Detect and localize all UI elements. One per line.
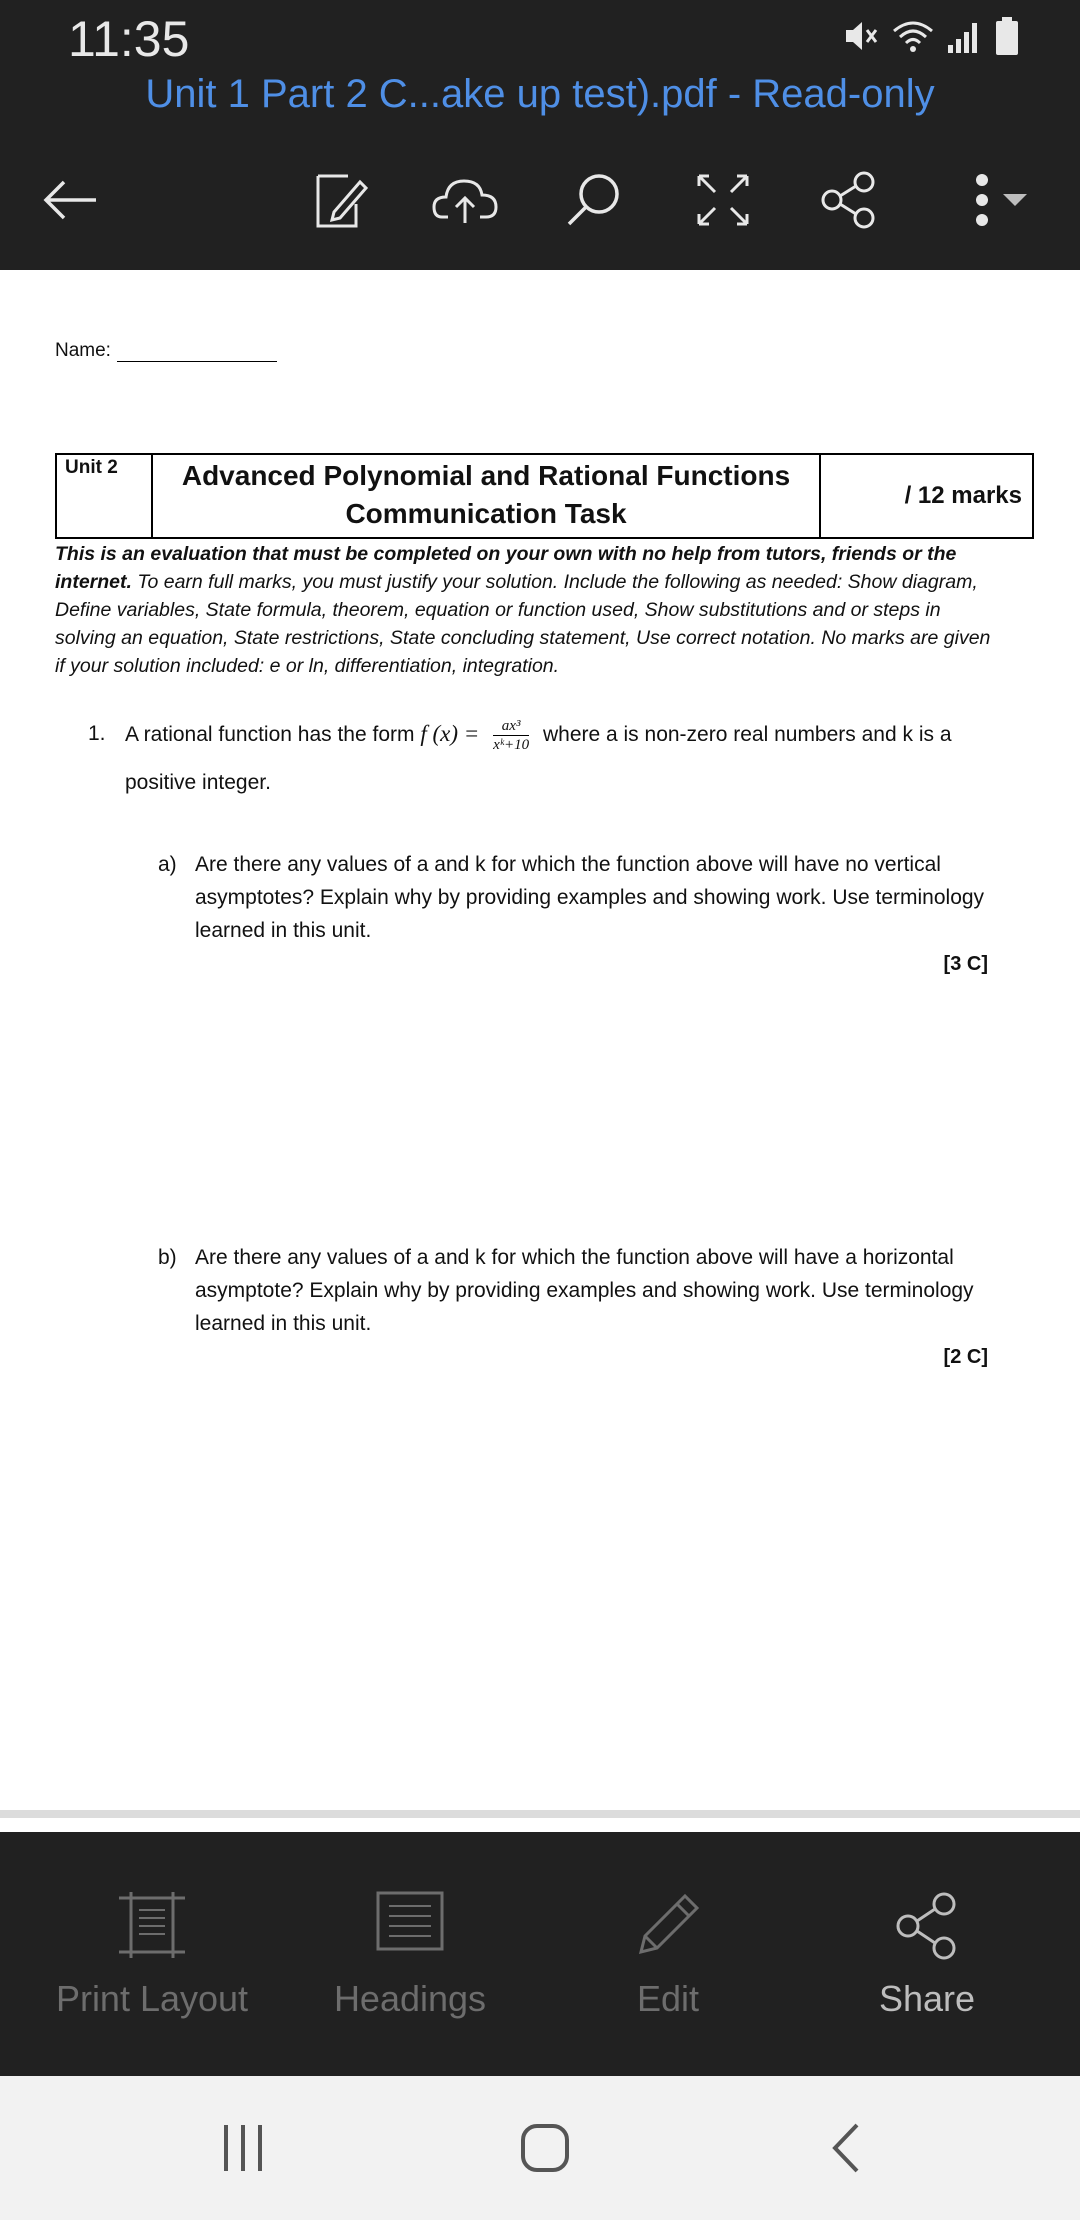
recent-apps-button[interactable] xyxy=(203,2118,283,2178)
instructions-bold: This is an evaluation that must be completed on your own with no help from tutors, friends or the internet. xyxy=(55,543,957,593)
share-icon xyxy=(820,170,880,230)
home-button[interactable] xyxy=(505,2118,585,2178)
share-label: Share xyxy=(878,1978,976,2019)
part-b-text: Are there any values of a and k for which the function above will have a horizontal asymptote? Explain why by providing examples and showing work. Use terminology learned in this unit. xyxy=(195,1246,974,1335)
question-number: 1. xyxy=(88,722,106,745)
share-button[interactable] xyxy=(810,160,890,240)
task-title-line1: Advanced Polynomial and Rational Functions xyxy=(181,460,791,491)
status-icons xyxy=(842,16,1020,56)
function-lhs: f (x) = xyxy=(420,721,480,746)
battery-icon xyxy=(994,16,1020,56)
task-title xyxy=(152,454,820,538)
instructions-rest: To earn full marks, you must justify your solution. Include the following as needed: Show diagram, Define variables, State formula, theorem, equation or function used, Show substitutions and or steps in solving an equation, State restrictions, State concluding statement, Use correct notation. No marks are given if your solution included: e or ln, differentiation, integration. xyxy=(55,571,991,677)
headings-label: Headings xyxy=(333,1978,487,2019)
back-icon xyxy=(829,2121,863,2175)
part-a-label: a) xyxy=(158,853,177,876)
part-a-text: Are there any values of a and k for which the function above will have no vertical asymptotes? Explain why by providing examples and showing work. Use terminology learned in this unit. xyxy=(195,853,985,942)
question-intro: A rational function has the form xyxy=(125,723,415,746)
name-field xyxy=(55,340,277,362)
top-app-bar xyxy=(0,0,1080,270)
dropdown-button[interactable] xyxy=(985,160,1045,240)
name-label: Name: xyxy=(55,340,111,361)
share-bottom-button[interactable] xyxy=(797,1832,1057,2076)
part-b-mark: [2 C] xyxy=(943,1346,988,1368)
search-button[interactable] xyxy=(553,160,633,240)
system-nav-bar xyxy=(0,2076,1080,2220)
document-title: Unit 1 Part 2 C...ake up test).pdf - Read-only xyxy=(145,72,935,116)
headings-button[interactable] xyxy=(280,1832,540,2076)
name-blank xyxy=(117,345,277,362)
pencil-icon xyxy=(633,1890,703,1960)
print-layout-button[interactable] xyxy=(22,1832,282,2076)
cloud-upload-icon xyxy=(432,175,498,225)
back-arrow-icon xyxy=(40,178,100,222)
cloud-upload-button[interactable] xyxy=(425,160,505,240)
back-nav-button[interactable] xyxy=(806,2118,886,2178)
dropdown-caret-icon xyxy=(1002,192,1028,208)
mute-icon xyxy=(842,17,880,55)
home-icon xyxy=(519,2122,571,2174)
task-title-line2: Communication Task xyxy=(345,498,627,529)
part-a-mark: [3 C] xyxy=(943,953,988,975)
search-icon xyxy=(563,170,623,230)
edit-doc-icon xyxy=(312,170,368,230)
print-layout-label: Print Layout xyxy=(55,1978,249,2019)
question-after: where a is non-zero real numbers and k is a positive integer. xyxy=(125,723,952,794)
status-time: 11:35 xyxy=(68,11,190,67)
page-divider xyxy=(0,1810,1080,1818)
edit-button[interactable] xyxy=(538,1832,798,2076)
app-toolbar xyxy=(0,160,1080,240)
recent-apps-icon xyxy=(220,2123,266,2173)
headings-icon xyxy=(375,1890,445,1952)
instructions xyxy=(55,540,1000,680)
fraction-numerator: ax³ xyxy=(493,717,529,736)
question-body xyxy=(125,710,1005,807)
fullscreen-button[interactable] xyxy=(683,160,763,240)
fraction-denominator: xᵏ+10 xyxy=(493,736,530,753)
part-b-label: b) xyxy=(158,1246,177,1269)
back-button[interactable] xyxy=(30,160,110,240)
header-table xyxy=(55,453,1034,539)
print-layout-icon xyxy=(117,1890,187,1960)
edit-label: Edit xyxy=(636,1978,700,2019)
fullscreen-icon xyxy=(695,172,751,228)
signal-icon xyxy=(946,17,984,55)
edit-document-button[interactable] xyxy=(300,160,380,240)
share-icon xyxy=(894,1890,960,1960)
function-fraction xyxy=(493,717,529,754)
wifi-icon xyxy=(890,17,936,55)
document-page[interactable] xyxy=(0,270,1080,1810)
bottom-toolbar xyxy=(0,1832,1080,2076)
unit-cell: Unit 2 xyxy=(56,454,152,538)
marks-cell: / 12 marks xyxy=(820,454,1033,538)
